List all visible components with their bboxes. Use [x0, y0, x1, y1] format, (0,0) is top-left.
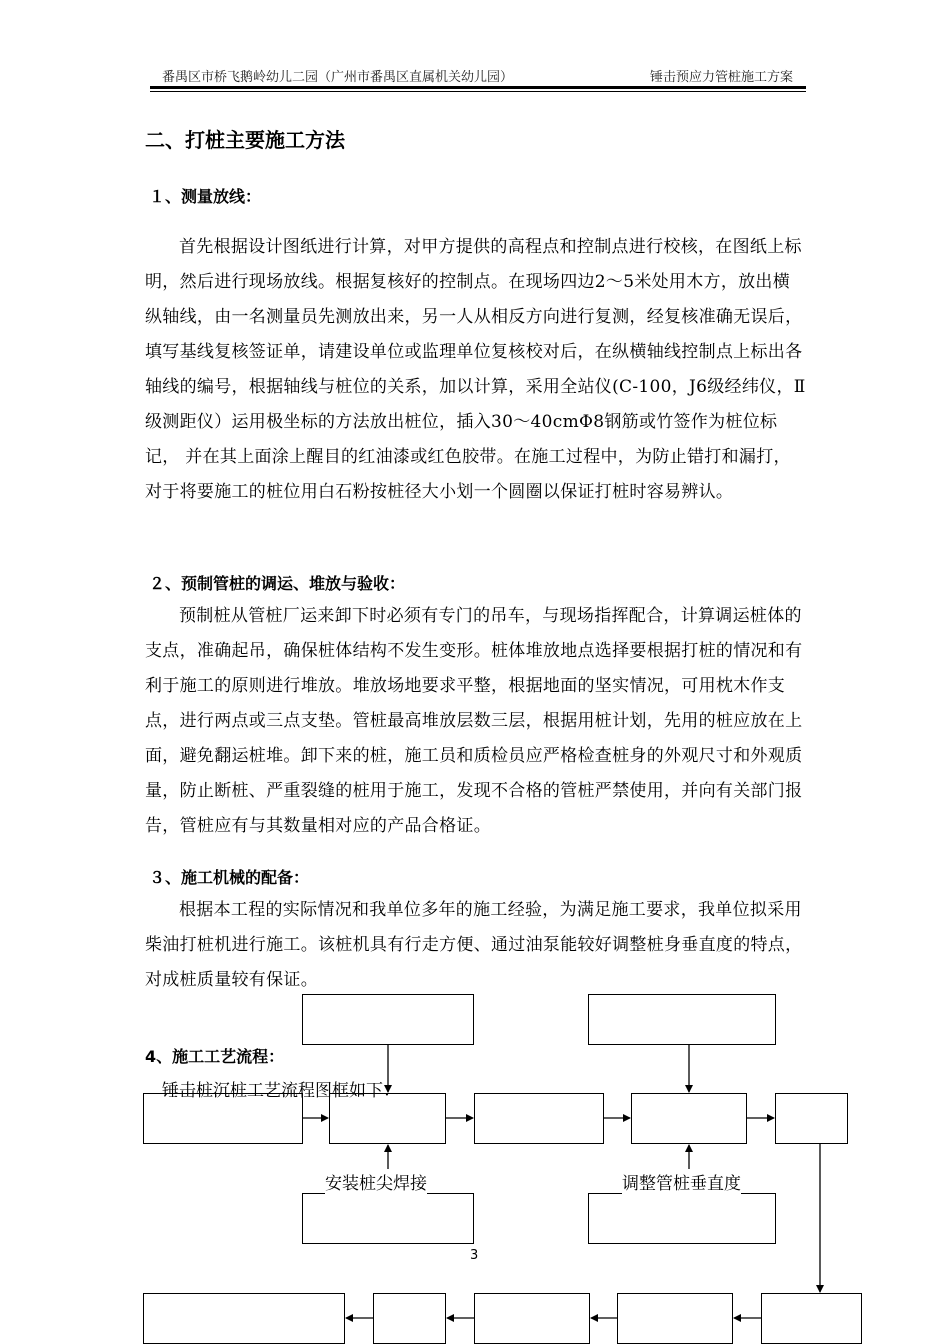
flow-box-row2-5 [761, 1293, 862, 1344]
flow-box-row2-4 [617, 1293, 733, 1344]
flow-box-bottom-right [588, 1193, 776, 1244]
s4-intro: 锤击桩沉桩工艺流程图框如下： [162, 1081, 400, 1101]
s3-paragraph: 根据本工程的实际情况和我单位多年的施工经验，为满足施工要求，我单位拟采用柴油打桩机进行施工。该桩机具有行走方便、通过油泵能较好调整桩身垂直度的特点，对成桩质量较有保证。 [145, 900, 803, 990]
header-rule-thin [150, 91, 806, 92]
s4-title: 4、施工工艺流程： [145, 1047, 285, 1066]
s3-title: ３、施工机械的配备： [149, 868, 310, 887]
flow-box-row1-3 [474, 1093, 604, 1144]
s2-title: ２、预制管桩的调运、堆放与验收： [149, 574, 406, 593]
s1-paragraph: 首先根据设计图纸进行计算，对甲方提供的高程点和控制点进行校核，在图纸上标明，然后进行现场放线。根据复核好的控制点。在现场四边2～5米处用木方，放出横纵轴线，由一名测量员先测放出来，另一人从相反方向进行复测，经复核准确无误后，填写基线复核签证单，请建设单位或监理单位复核校对后，在纵横轴线控制点上标出各轴线的编号，根据轴线与桩位的关系，加以计算，采用全站仪(C-100，J6级经纬仪，Ⅱ级测距仪）运用极坐标的方法放出桩位，插入30～40cmΦ8钢筋或竹签作为桩位标记， 并在其上面涂上醒目的红油漆或红色胶带。在施工过程中，为防止错打和漏打，对于将要施工的桩位用白石粉按桩径大小划一个圆圈以保证打桩时容易辨认。 [145, 237, 806, 502]
flow-label-left: 安装桩尖焊接 [325, 1169, 427, 1194]
page-number: 3 [470, 1248, 479, 1263]
flow-box-row2-1 [143, 1293, 345, 1344]
flow-box-row2-2 [373, 1293, 446, 1344]
section-title: 二、打桩主要施工方法 [145, 128, 345, 152]
flow-box-bottom-left [302, 1193, 474, 1244]
s1-title: １、测量放线： [149, 187, 262, 206]
flow-box-row1-5 [775, 1093, 848, 1144]
flow-box-row1-4 [631, 1093, 747, 1144]
flow-label-right: 调整管桩垂直度 [622, 1169, 741, 1194]
header-rule-thick [150, 86, 806, 89]
flow-box-row1-2 [329, 1093, 446, 1144]
flow-box-top-right [588, 994, 776, 1045]
flow-box-row1-1 [143, 1093, 303, 1144]
header-left-text: 番禺区市桥飞鹅岭幼儿二园（广州市番禺区直属机关幼儿园） [162, 70, 514, 85]
header-right-text: 锤击预应力管桩施工方案 [650, 70, 794, 85]
flow-box-top-left [302, 994, 474, 1045]
flow-box-row2-3 [474, 1293, 590, 1344]
s2-paragraph: 预制桩从管桩厂运来卸下时必须有专门的吊车，与现场指挥配合，计算调运桩体的支点，准确起吊，确保桩体结构不发生变形。桩体堆放地点选择要根据打桩的情况和有利于施工的原则进行堆放。堆放场地要求平整，根据地面的坚实情况，可用枕木作支点，进行两点或三点支垫。管桩最高堆放层数三层，根据用桩计划，先用的桩应放在上面，避免翻运桩堆。卸下来的桩，施工员和质检员应严格检查桩身的外观尺寸和外观质量，防止断桩、严重裂缝的桩用于施工，发现不合格的管桩严禁使用，并向有关部门报告，管桩应有与其数量相对应的产品合格证。 [145, 606, 803, 836]
